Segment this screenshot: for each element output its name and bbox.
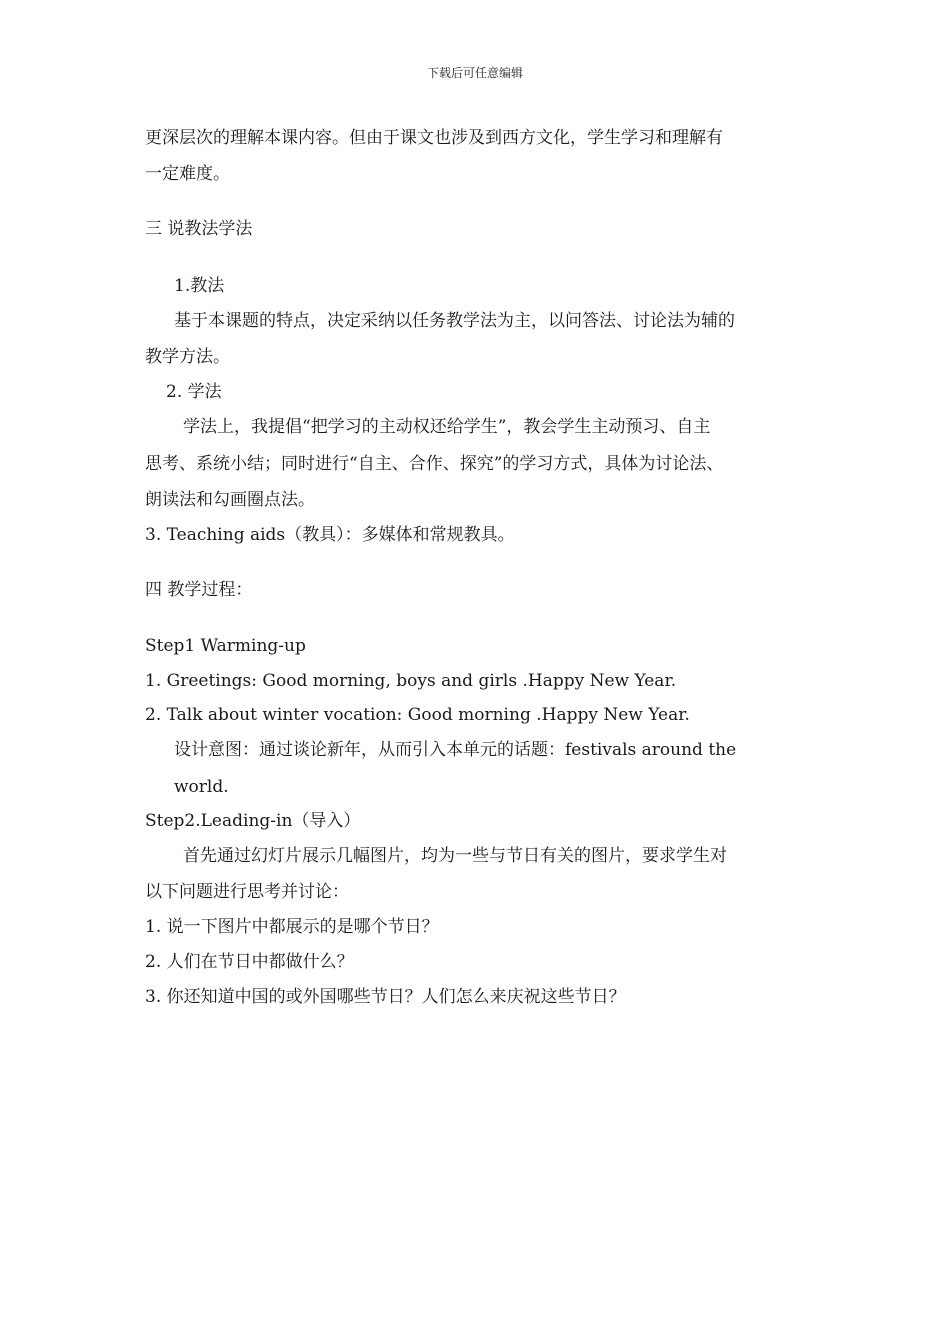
paragraph-line: 朗读法和勾画圈点法。 [145, 490, 315, 510]
paragraph-line: 设计意图：通过谈论新年，从而引入本单元的话题：festivals around the [174, 740, 737, 760]
subsection-heading: 1.教法 [174, 276, 225, 296]
section-heading: 四 教学过程： [145, 580, 253, 600]
subsection-heading: 2. 学法 [166, 382, 222, 402]
step-heading: Step1 Warming-up [145, 636, 306, 656]
paragraph-line: 一定难度。 [145, 164, 230, 184]
list-item: 3. 你还知道中国的或外国哪些节日？人们怎么来庆祝这些节日？ [145, 987, 626, 1007]
list-item: 1. 说一下图片中都展示的是哪个节日？ [145, 917, 439, 937]
page-header: 下载后可任意编辑 [426, 66, 523, 80]
paragraph-line: 教学方法。 [145, 347, 230, 367]
list-item: 1. Greetings: Good morning, boys and girls .Happy New Year. [145, 671, 677, 691]
list-item: 2. Talk about winter vocation: Good morning .Happy New Year. [145, 705, 690, 725]
paragraph-line: 学法上，我提倡“把学习的主动权还给学生”，教会学生主动预习、自主 [183, 417, 711, 437]
paragraph-line: 更深层次的理解本课内容。但由于课文也涉及到西方文化，学生学习和理解有 [145, 128, 723, 148]
paragraph-line: 3. Teaching aids（教具）：多媒体和常规教具。 [145, 525, 515, 545]
step-heading: Step2.Leading-in（导入） [145, 811, 361, 831]
list-item: 2. 人们在节日中都做什么？ [145, 952, 354, 972]
paragraph-line: 首先通过幻灯片展示几幅图片，均为一些与节日有关的图片，要求学生对 [183, 846, 727, 866]
section-heading: 三 说教法学法 [145, 219, 253, 239]
paragraph-line: 以下问题进行思考并讨论： [145, 882, 349, 902]
paragraph-line: world. [174, 777, 229, 797]
paragraph-line: 基于本课题的特点，决定采纳以任务教学法为主，以问答法、讨论法为辅的 [174, 311, 735, 331]
paragraph-line: 思考、系统小结；同时进行“自主、合作、探究”的学习方式，具体为讨论法、 [145, 454, 724, 474]
